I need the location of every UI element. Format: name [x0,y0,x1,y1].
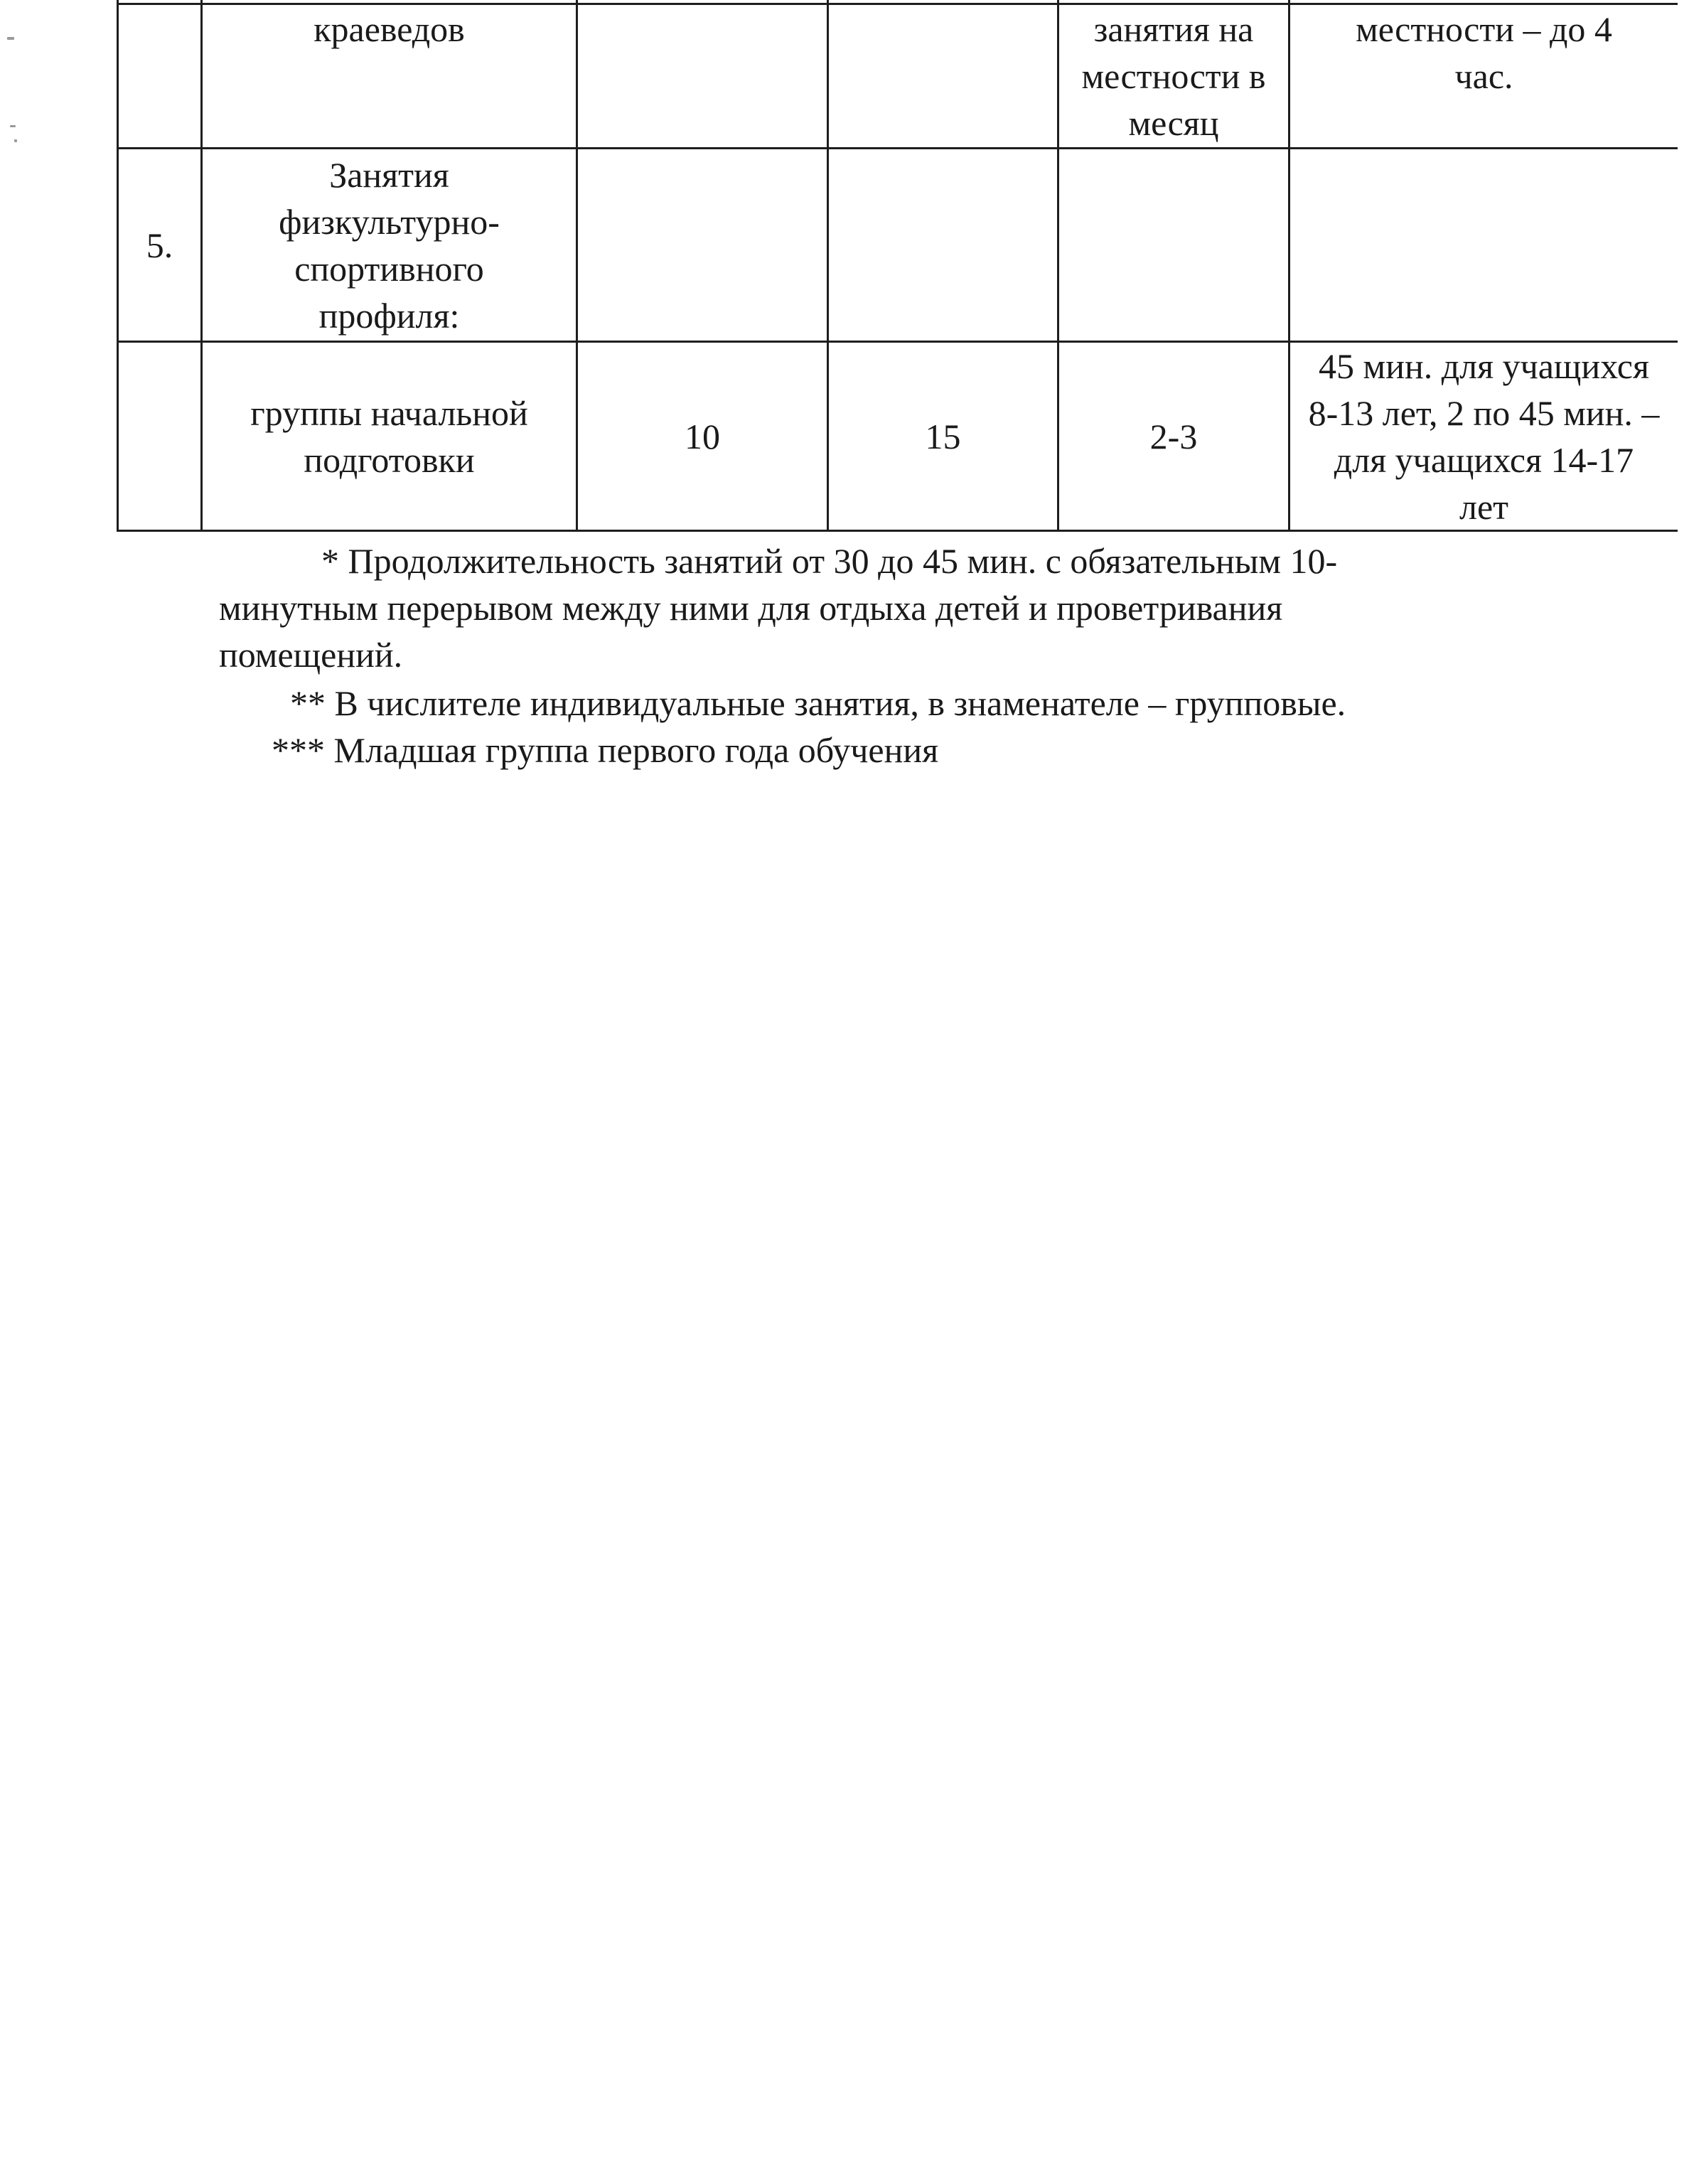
scan-speck [10,125,16,127]
cell-text: группы начальной подготовки [250,392,528,480]
scan-speck [7,37,14,40]
table-line-top [117,3,1678,5]
footnote-1-line-1: * Продолжительность занятий от 30 до 45 мин. с обязательным 10- [321,541,1338,581]
table-cell-name [203,149,576,341]
table-cell-name [203,343,576,530]
cell-text: краеведов [313,9,465,49]
table-cell-col5 [1059,343,1288,530]
cell-text: 45 мин. для учащихся 8-13 лет, 2 по 45 мин. – для учащихся 14-17 лет [1308,346,1660,527]
cell-text: 10 [685,416,720,456]
scan-speck [14,139,17,142]
cell-text: занятия на местности в месяц [1081,9,1266,143]
cell-text: Занятия физкультурно-спортивного профиля: [279,154,500,336]
table-cell-col3 [578,343,827,530]
cell-text: 5. [146,225,173,265]
footnote-3: *** Младшая группа первого года обучения [272,730,939,770]
footnote-1-line-2: минутным перерывом между ними для отдыха детей и проветривания [219,588,1283,628]
table-cell-col4 [829,343,1057,530]
cell-text: 15 [925,416,961,456]
footnote-1-line-3: помещений. [219,635,403,675]
table-cell-col6 [1290,6,1678,148]
table-cell-col5 [1059,6,1288,148]
cell-text: 2-3 [1149,416,1198,456]
footnote-2: ** В числителе индивидуальные занятия, в знаменателе – групповые. [290,683,1346,723]
table-cell-num [119,149,200,341]
cell-text: местности – до 4 час. [1356,9,1612,96]
table-cell-col6 [1290,343,1678,530]
table-cell-name [203,6,576,148]
